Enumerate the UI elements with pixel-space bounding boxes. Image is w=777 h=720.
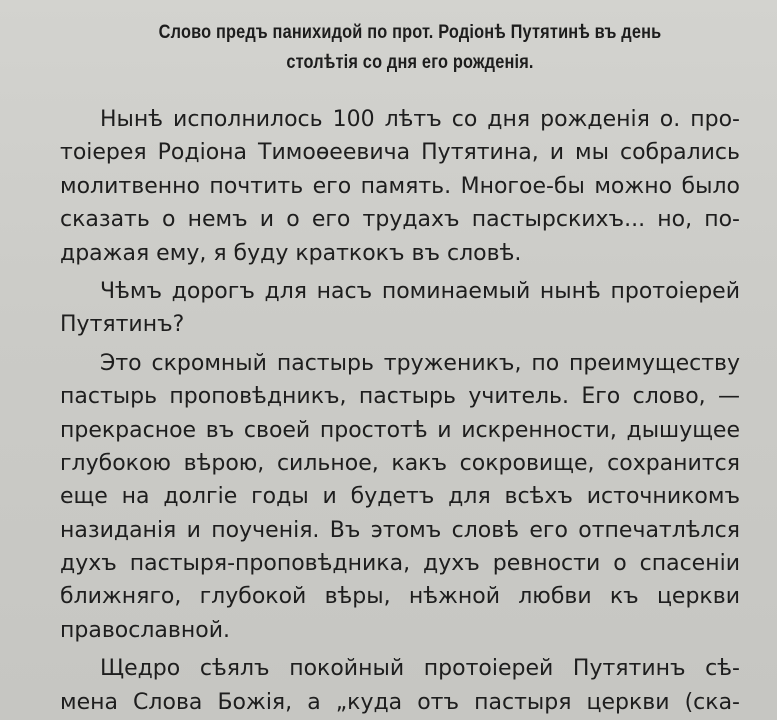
text-line: духъ пастыря-проповѣдника, духъ ревности о спасеніи bbox=[60, 551, 740, 577]
article-body bbox=[60, 103, 740, 719]
text-line: глубокою вѣрою, сильное, какъ сокровище, сохранится bbox=[60, 450, 740, 476]
heading-line-2: столѣтія со дня его рожденія. bbox=[286, 52, 534, 73]
paragraph-4 bbox=[60, 652, 740, 719]
heading-line-1: Слово предъ панихидой по прот. Родіонѣ Путятинѣ въ день bbox=[158, 22, 662, 43]
paragraph-2 bbox=[60, 275, 740, 342]
text-line: Это скромный пастырь труженикъ, по преимуществу bbox=[100, 350, 740, 376]
text-line: прекрасное въ своей простотѣ и искренности, дышущее bbox=[60, 417, 740, 443]
article-heading bbox=[109, 18, 711, 78]
text-line: назиданія и поученія. Въ этомъ словѣ его отпечатлѣлся bbox=[60, 517, 740, 543]
text-line: сказать о немъ и о его трудахъ пастырскихъ... но, по- bbox=[60, 207, 740, 233]
text-line: православной. bbox=[60, 617, 230, 643]
text-line: Путятинъ? bbox=[60, 312, 185, 338]
paragraph-1 bbox=[60, 103, 740, 270]
text-line: мена Слова Божія, а „куда отъ пастыря церкви (ска- bbox=[60, 689, 740, 715]
text-line: Нынѣ исполнилось 100 лѣтъ со дня рожденія о. про- bbox=[100, 107, 740, 132]
text-line: Щедро сѣялъ покойный протоіерей Путятинъ сѣ- bbox=[100, 656, 740, 682]
text-line: ближняго, глубокой вѣры, нѣжной любви къ церкви bbox=[60, 584, 740, 610]
text-line: дражая ему, я буду краткокъ въ словѣ. bbox=[60, 240, 522, 266]
paragraph-3 bbox=[60, 347, 740, 648]
text-line: пастырь проповѣдникъ, пастырь учитель. Его слово, — bbox=[60, 384, 740, 410]
text-line: молитвенно почтить его память. Многое-бы можно было bbox=[60, 173, 740, 199]
text-line: тоіерея Родіона Тимоѳеевича Путятина, и мы собрались bbox=[60, 140, 740, 166]
text-line: Чѣмъ дорогъ для насъ поминаемый нынѣ протоіерей bbox=[100, 278, 740, 304]
text-line: еще на долгіе годы и будетъ для всѣхъ источникомъ bbox=[60, 484, 740, 510]
